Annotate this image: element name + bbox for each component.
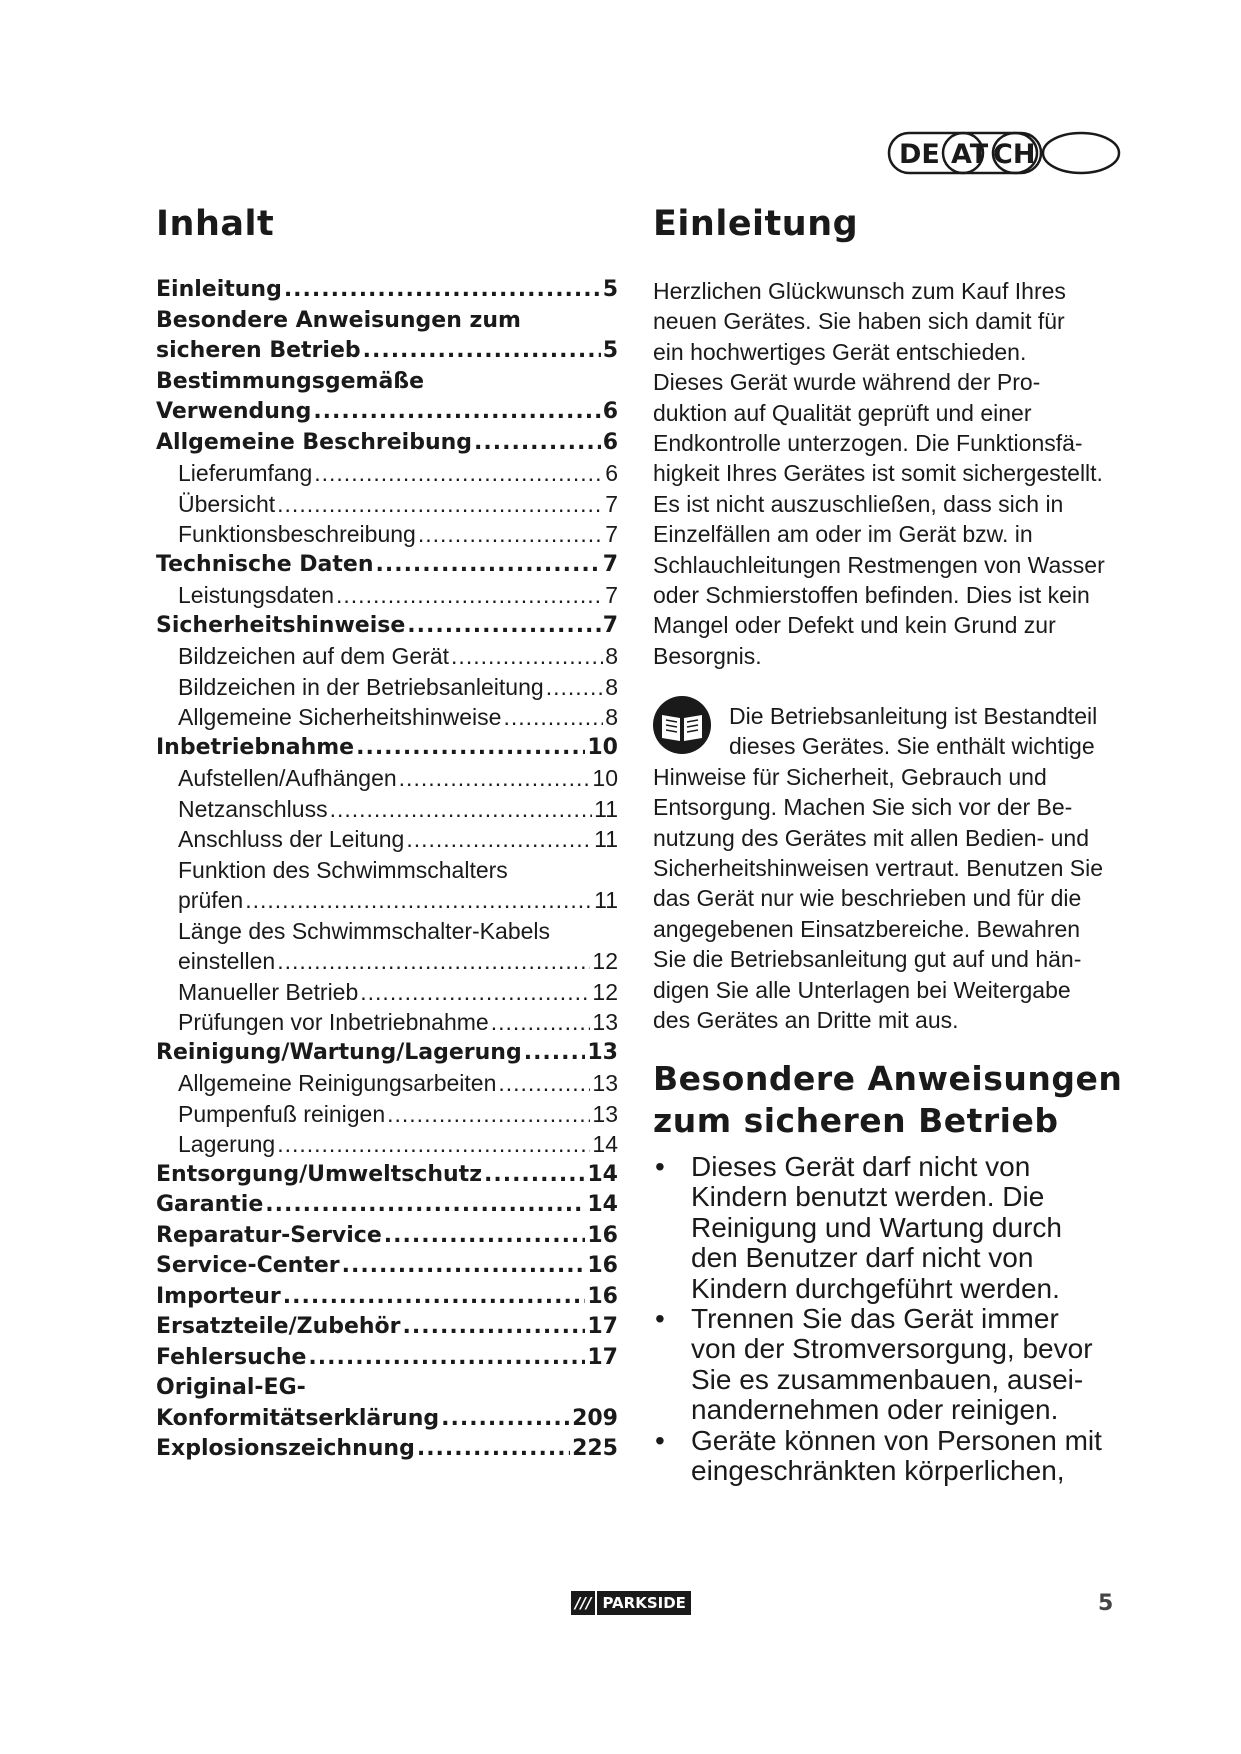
text-line: Entsorgung. Machen Sie sich vor der Be- bbox=[653, 794, 1073, 821]
toc-entry-page: 7 bbox=[605, 582, 618, 608]
toc-entry-title: Entsorgung/Umweltschutz bbox=[156, 1161, 482, 1187]
text-line: Hinweise für Sicherheit, Gebrauch und bbox=[653, 763, 1047, 790]
toc-entry bbox=[156, 1007, 618, 1038]
text-line: higkeit Ihres Gerätes ist somit sichergestellt. bbox=[653, 460, 1103, 487]
toc-entry-title: Prüfungen vor Inbetriebnahme bbox=[178, 1009, 489, 1035]
toc-entry bbox=[156, 336, 618, 367]
page-number: 5 bbox=[1098, 1591, 1114, 1616]
toc-leader-dots bbox=[336, 580, 603, 611]
toc-entry-title: Lagerung bbox=[178, 1131, 276, 1157]
toc-entry-title: Reinigung/Wartung/Lagerung bbox=[156, 1039, 522, 1065]
toc-entry bbox=[156, 1221, 618, 1252]
toc-entry-page: 11 bbox=[594, 795, 618, 822]
toc-leader-dots bbox=[283, 1282, 586, 1313]
toc-entry-title: Anschluss der Leitung bbox=[178, 826, 405, 852]
text-line: Einzelfällen am oder im Gerät bzw. in bbox=[653, 521, 1033, 548]
toc-entry-title: Besondere Anweisungen zum bbox=[156, 307, 521, 333]
bullet-line: • Trennen Sie das Gerät immer bbox=[691, 1303, 1059, 1335]
toc-entry bbox=[156, 1312, 618, 1343]
toc-entry-title: einstellen bbox=[178, 948, 276, 974]
toc-entry-title: Pumpenfuß reinigen bbox=[178, 1100, 386, 1127]
toc-entry-page: 7 bbox=[602, 551, 618, 577]
toc-entry-page: 6 bbox=[605, 460, 618, 486]
toc-entry-title: Sicherheitshinweise bbox=[156, 612, 406, 638]
toc-entry-title: Leistungsdaten bbox=[178, 582, 335, 608]
toc-entry-page: 10 bbox=[592, 765, 618, 791]
toc-leader-dots bbox=[498, 1068, 590, 1099]
toc-entry-title: Original-EG- bbox=[156, 1375, 306, 1400]
toc-entry-title: Bildzeichen auf dem Gerät bbox=[178, 643, 450, 669]
intro-paragraph bbox=[653, 276, 1125, 671]
bullet-line: von der Stromversorgung, bevor bbox=[691, 1333, 1093, 1365]
bullet-line: nandernehmen oder reinigen. bbox=[691, 1394, 1059, 1426]
text-line: dieses Gerätes. Sie enthält wichtige bbox=[729, 733, 1095, 760]
toc-entry-page: 7 bbox=[605, 490, 618, 517]
toc-entry bbox=[156, 855, 618, 886]
toc-leader-dots bbox=[308, 1343, 585, 1374]
toc-entry bbox=[156, 885, 618, 916]
toc-leader-dots bbox=[277, 946, 590, 977]
toc-entry-title: Allgemeine Sicherheitshinweise bbox=[178, 704, 502, 730]
toc-entry-title: Funktionsbeschreibung bbox=[178, 521, 416, 547]
toc-entry-title: Manueller Betrieb bbox=[178, 978, 359, 1005]
toc-entry-title: Aufstellen/Aufhängen bbox=[178, 765, 397, 791]
toc-leader-dots bbox=[451, 641, 603, 672]
text-line: oder Schmierstoffen befinden. Dies ist kein bbox=[653, 582, 1090, 609]
text-line: nutzung des Gerätes mit allen Bedien- und bbox=[653, 824, 1089, 851]
toc-entry-title: Explosionszeichnung bbox=[156, 1436, 415, 1461]
toc-entry bbox=[156, 1251, 618, 1282]
brand-slashes: /// bbox=[571, 1591, 595, 1615]
toc-entry-page: 14 bbox=[592, 1131, 618, 1157]
toc-entry-page: 8 bbox=[605, 673, 618, 700]
toc-entry-title: Funktion des Schwimmschalters bbox=[178, 856, 508, 883]
language-ch: CH bbox=[993, 139, 1036, 170]
toc-entry-page: 14 bbox=[587, 1161, 618, 1187]
toc-entry-page: 6 bbox=[602, 399, 618, 424]
bullet-line: • Dieses Gerät darf nicht von bbox=[691, 1151, 1031, 1182]
table-of-contents bbox=[156, 275, 618, 1465]
toc-entry bbox=[156, 611, 618, 642]
toc-leader-dots bbox=[356, 733, 585, 764]
toc-entry bbox=[156, 428, 618, 459]
toc-entry bbox=[156, 916, 618, 947]
toc-leader-dots bbox=[418, 519, 603, 550]
toc-leader-dots bbox=[265, 1190, 585, 1221]
toc-entry-title: Lieferumfang bbox=[178, 460, 313, 486]
toc-entry bbox=[156, 641, 618, 672]
toc-entry bbox=[156, 824, 618, 855]
toc-leader-dots bbox=[524, 1038, 586, 1069]
toc-entry bbox=[156, 1373, 618, 1404]
language-de: DE bbox=[899, 139, 940, 170]
toc-entry-page: 17 bbox=[587, 1344, 618, 1370]
toc-entry-page: 10 bbox=[587, 734, 618, 760]
safety-bullet bbox=[653, 1304, 1125, 1426]
toc-leader-dots bbox=[503, 702, 603, 733]
toc-leader-dots bbox=[406, 824, 592, 855]
toc-entry bbox=[156, 550, 618, 581]
toc-leader-dots bbox=[376, 550, 601, 581]
toc-leader-dots bbox=[360, 977, 590, 1008]
toc-entry-title: Verwendung bbox=[156, 399, 312, 424]
safety-bullet bbox=[653, 1426, 1125, 1487]
toc-entry bbox=[156, 977, 618, 1008]
toc-entry bbox=[156, 367, 618, 398]
toc-entry bbox=[156, 733, 618, 764]
toc-entry bbox=[156, 458, 618, 489]
safety-bullet-list bbox=[653, 1152, 1125, 1486]
toc-entry-title: Einleitung bbox=[156, 277, 282, 302]
toc-leader-dots bbox=[284, 275, 601, 306]
text-line: Mangel oder Defekt und kein Grund zur bbox=[653, 612, 1056, 639]
toc-entry bbox=[156, 580, 618, 611]
safety-heading bbox=[653, 1058, 1133, 1142]
toc-entry bbox=[156, 1404, 618, 1435]
bullet-line: Sie es zusammenbauen, ausei- bbox=[691, 1363, 1084, 1395]
toc-entry-page: 5 bbox=[602, 338, 618, 363]
toc-entry-title: Allgemeine Reinigungsarbeiten bbox=[178, 1070, 497, 1096]
toc-entry-title: Service-Center bbox=[156, 1253, 340, 1278]
toc-leader-dots bbox=[277, 489, 603, 520]
toc-entry-page: 12 bbox=[592, 948, 618, 974]
language-badge bbox=[887, 130, 1123, 176]
parkside-logo bbox=[571, 1591, 691, 1615]
bullet-line: Reinigung und Wartung durch bbox=[691, 1211, 1062, 1243]
text-line: das Gerät nur wie beschrieben und für die bbox=[653, 885, 1082, 912]
text-line: Dieses Gerät wurde während der Pro- bbox=[653, 369, 1041, 396]
toc-leader-dots bbox=[403, 1312, 586, 1343]
toc-entry-title: Allgemeine Beschreibung bbox=[156, 429, 473, 455]
toc-entry-title: Länge des Schwimmschalter-Kabels bbox=[178, 917, 551, 944]
toc-entry bbox=[156, 702, 618, 733]
toc-entry bbox=[156, 946, 618, 977]
toc-leader-dots bbox=[491, 1007, 591, 1038]
toc-entry bbox=[156, 1190, 618, 1221]
toc-entry-page: 225 bbox=[572, 1436, 618, 1461]
language-badge-graphic bbox=[887, 130, 1123, 176]
toc-entry-page: 16 bbox=[587, 1253, 618, 1278]
toc-entry bbox=[156, 1343, 618, 1374]
toc-entry-title: Inbetriebnahme bbox=[156, 734, 355, 760]
text-line: des Gerätes an Dritte mit aus. bbox=[653, 1007, 959, 1034]
toc-entry bbox=[156, 1038, 618, 1069]
toc-entry-page: 14 bbox=[587, 1192, 618, 1217]
text-line: Die Betriebsanleitung ist Bestandteil bbox=[729, 703, 1098, 729]
toc-entry-page: 8 bbox=[605, 704, 618, 730]
toc-entry-page: 5 bbox=[602, 277, 618, 302]
safety-bullet bbox=[653, 1152, 1125, 1304]
toc-entry-page: 6 bbox=[602, 429, 618, 455]
toc-leader-dots bbox=[384, 1221, 586, 1252]
toc-entry-title: Technische Daten bbox=[156, 551, 374, 577]
bullet-line: • Geräte können von Personen mit bbox=[691, 1424, 1102, 1456]
bullet-line: eingeschränkten körperlichen, bbox=[691, 1455, 1065, 1487]
text-line: Schlauchleitungen Restmengen von Wasser bbox=[653, 551, 1105, 578]
toc-entry-page: 16 bbox=[587, 1283, 618, 1309]
bullet-line: Kindern durchgeführt werden. bbox=[691, 1272, 1060, 1304]
text-line: Endkontrolle unterzogen. Die Funktionsfä- bbox=[653, 430, 1083, 457]
text-line: neuen Gerätes. Sie haben sich damit für bbox=[653, 308, 1065, 335]
toc-entry bbox=[156, 763, 618, 794]
toc-entry bbox=[156, 672, 618, 703]
toc-entry-title: Bildzeichen in der Betriebsanleitung bbox=[178, 673, 544, 700]
text-line: Besorgnis. bbox=[653, 642, 762, 669]
toc-leader-dots bbox=[277, 1129, 590, 1160]
toc-entry-page: 11 bbox=[594, 887, 618, 913]
text-line: digen Sie alle Unterlagen bei Weitergabe bbox=[653, 976, 1071, 1003]
toc-leader-dots bbox=[399, 763, 591, 794]
safety-heading-line: Besondere Anweisungen bbox=[653, 1059, 1123, 1098]
toc-entry-title: Übersicht bbox=[178, 490, 276, 517]
text-line: Sicherheitshinweisen vertraut. Benutzen Sie bbox=[653, 855, 1104, 882]
toc-entry-title: prüfen bbox=[178, 887, 244, 913]
text-line: ein hochwertiges Gerät entschieden. bbox=[653, 338, 1027, 365]
toc-entry-title: Ersatzteile/Zubehör bbox=[156, 1314, 401, 1339]
toc-entry-page: 209 bbox=[572, 1405, 618, 1431]
language-at: AT bbox=[951, 139, 989, 170]
toc-entry bbox=[156, 1099, 618, 1130]
toc-heading: Inhalt bbox=[156, 204, 275, 244]
toc-entry-page: 11 bbox=[594, 826, 618, 852]
toc-leader-dots bbox=[441, 1404, 570, 1435]
toc-entry-title: Reparatur-Service bbox=[156, 1222, 382, 1248]
toc-leader-dots bbox=[407, 611, 600, 642]
toc-entry bbox=[156, 275, 618, 306]
toc-leader-dots bbox=[245, 885, 592, 916]
toc-leader-dots bbox=[474, 428, 601, 459]
toc-entry-title: Fehlersuche bbox=[156, 1344, 307, 1370]
toc-leader-dots bbox=[546, 672, 604, 703]
toc-entry-title: Bestimmungsgemäße bbox=[156, 368, 425, 394]
bullet-line: den Benutzer darf nicht von bbox=[691, 1242, 1034, 1274]
safety-heading-line: zum sicheren Betrieb bbox=[653, 1101, 1059, 1140]
toc-entry-title: sicheren Betrieb bbox=[156, 338, 361, 363]
toc-entry bbox=[156, 306, 618, 337]
text-line: duktion auf Qualität geprüft und einer bbox=[653, 399, 1032, 426]
toc-entry bbox=[156, 519, 618, 550]
toc-leader-dots bbox=[417, 1434, 570, 1465]
toc-entry bbox=[156, 1129, 618, 1160]
intro-heading: Einleitung bbox=[653, 204, 859, 244]
toc-entry-page: 7 bbox=[605, 521, 618, 547]
toc-entry-title: Konformitätserklärung bbox=[156, 1405, 440, 1431]
toc-entry bbox=[156, 397, 618, 428]
toc-leader-dots bbox=[330, 794, 593, 825]
toc-entry-page: 17 bbox=[587, 1314, 618, 1339]
toc-entry-page: 13 bbox=[592, 1009, 618, 1035]
toc-entry-page: 7 bbox=[602, 612, 618, 638]
bullet-line: Kindern benutzt werden. Die bbox=[691, 1181, 1045, 1213]
toc-entry-page: 13 bbox=[592, 1070, 618, 1096]
toc-entry bbox=[156, 1282, 618, 1313]
toc-entry-page: 13 bbox=[587, 1039, 618, 1065]
text-line: angegebenen Einsatzbereiche. Bewahren bbox=[653, 915, 1081, 942]
toc-entry bbox=[156, 1068, 618, 1099]
toc-entry bbox=[156, 794, 618, 825]
toc-entry bbox=[156, 1160, 618, 1191]
toc-entry-title: Garantie bbox=[156, 1192, 264, 1217]
toc-entry-page: 12 bbox=[592, 978, 618, 1005]
toc-entry-title: Netzanschluss bbox=[178, 795, 328, 822]
toc-entry-page: 16 bbox=[587, 1222, 618, 1248]
toc-leader-dots bbox=[387, 1099, 590, 1130]
toc-entry bbox=[156, 1434, 618, 1465]
text-line: Herzlichen Glückwunsch zum Kauf Ihres bbox=[653, 278, 1066, 304]
text-line: Es ist nicht auszuschließen, dass sich in bbox=[653, 490, 1064, 517]
toc-leader-dots bbox=[342, 1251, 586, 1282]
toc-leader-dots bbox=[484, 1160, 585, 1191]
manual-note-paragraph bbox=[653, 701, 1125, 1035]
toc-entry-title: Importeur bbox=[156, 1283, 281, 1309]
brand-name: PARKSIDE bbox=[597, 1591, 690, 1615]
toc-leader-dots bbox=[313, 397, 600, 428]
toc-entry-page: 13 bbox=[592, 1100, 618, 1127]
text-line: Sie die Betriebsanleitung gut auf und hän- bbox=[653, 946, 1082, 973]
toc-leader-dots bbox=[363, 336, 601, 367]
toc-leader-dots bbox=[314, 458, 603, 489]
toc-entry bbox=[156, 489, 618, 520]
toc-entry-page: 8 bbox=[605, 643, 618, 669]
